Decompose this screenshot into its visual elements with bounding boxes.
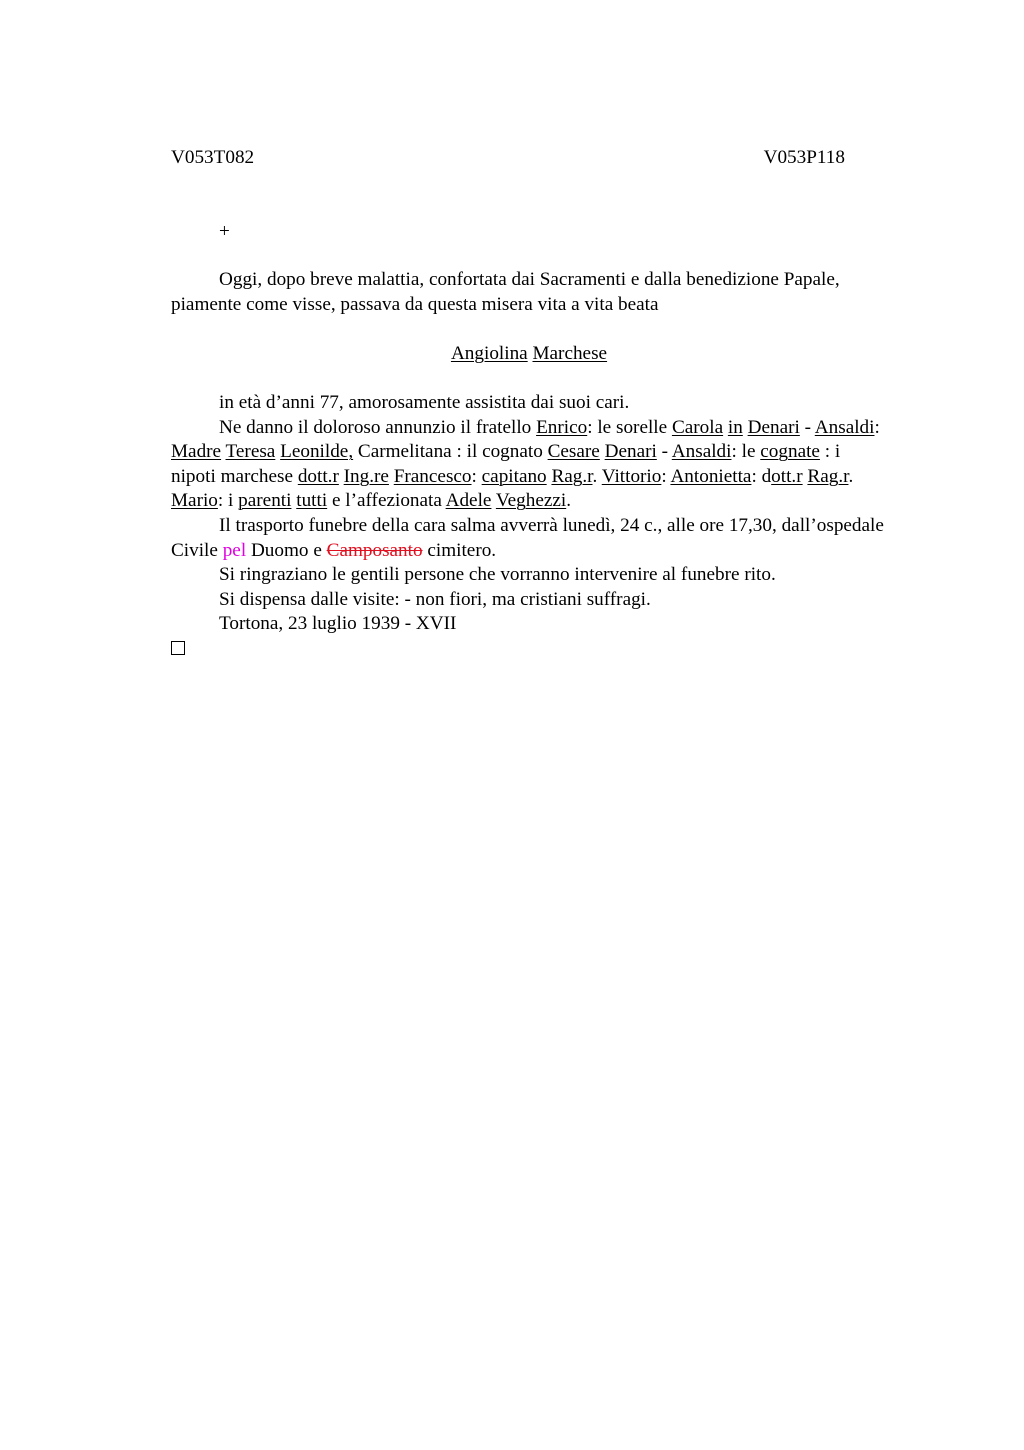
- obituary-text: [171, 268, 887, 663]
- inserted-word: pel: [222, 539, 247, 561]
- cross-symbol: +: [219, 221, 230, 242]
- word-cognate: cognate: [760, 441, 820, 463]
- name-denari: Denari: [747, 416, 800, 438]
- title-ragr: Rag.r: [551, 465, 593, 487]
- announcement-paragraph: [171, 416, 887, 514]
- text-run: : le: [731, 441, 761, 463]
- visits-paragraph: Si dispensa dalle visite: - non fiori, ma cristiani suffragi.: [219, 588, 651, 610]
- text-run: :: [661, 465, 671, 487]
- word-tutti: tutti: [296, 490, 328, 512]
- deleted-word: Camposanto: [326, 539, 423, 561]
- deceased-name: [171, 342, 887, 367]
- text-run: : i: [217, 490, 239, 512]
- square-icon: [171, 641, 185, 655]
- text-run: -: [656, 441, 672, 463]
- document-code-left: V053T082: [171, 147, 255, 168]
- title-dottr: dott.r: [297, 465, 339, 487]
- name-francesco: Francesco: [393, 465, 472, 487]
- word-in: in: [727, 416, 743, 438]
- text-run: cimitero.: [422, 539, 497, 561]
- place-date: Tortona, 23 luglio 1939 - XVII: [219, 613, 457, 635]
- text-run: .: [848, 465, 854, 487]
- text-run: : i nipoti marchese: [171, 441, 841, 487]
- end-marker: [171, 637, 887, 663]
- text-run: Duomo e: [246, 539, 327, 561]
- title-ingre: Ing.re: [343, 465, 389, 487]
- text-run: .: [566, 490, 571, 512]
- thanks-paragraph: Si ringraziano le gentili persone che vorranno intervenire al funebre rito.: [219, 564, 776, 586]
- name-mario: Mario: [171, 490, 218, 512]
- title-ragr: Rag.r: [807, 465, 849, 487]
- text-run: Il trasporto funebre della cara salma avverrà lunedì, 24 c., alle ore 17,30, dall’ospedale Civile: [171, 514, 884, 561]
- intro-paragraph: Oggi, dopo breve malattia, confortata dai Sacramenti e dalla benedizione Papale, piamente come visse, passava da questa misera vita a vita beata: [171, 269, 840, 315]
- name-teresa: Teresa: [225, 441, 276, 463]
- word-parenti: parenti: [238, 490, 292, 512]
- text-run: : d: [751, 465, 772, 487]
- text-run: : le sorelle: [587, 416, 672, 438]
- text-run: Carmelitana : il cognato: [353, 441, 548, 463]
- text-run: :: [874, 416, 880, 438]
- title-capitano: capitano: [481, 465, 547, 487]
- text-run: Ne danno il doloroso annunzio il fratello: [219, 416, 537, 438]
- funeral-paragraph: [171, 514, 887, 563]
- name-antonietta: Antonietta: [670, 465, 752, 487]
- title-dottr: ott.r: [771, 465, 803, 487]
- text-run: :: [471, 465, 482, 487]
- name-denari: Denari: [604, 441, 657, 463]
- name-veghezzi: Veghezzi: [495, 490, 567, 512]
- name-carola: Carola: [671, 416, 724, 438]
- name-adele: Adele: [445, 490, 492, 512]
- text-run: .: [592, 465, 602, 487]
- name-leonilde: Leonilde,: [280, 441, 354, 463]
- document-code-right: V053P118: [763, 147, 845, 168]
- text-run: e l’affezionata: [327, 490, 446, 512]
- word-madre: Madre: [171, 441, 222, 463]
- name-enrico: Enrico: [536, 416, 588, 438]
- name-cesare: Cesare: [547, 441, 600, 463]
- name-ansaldi: Ansaldi: [814, 416, 875, 438]
- name-ansaldi: Ansaldi: [671, 441, 732, 463]
- text-run: -: [799, 416, 815, 438]
- name-vittorio: Vittorio: [601, 465, 662, 487]
- last-name: Marchese: [532, 342, 608, 364]
- age-paragraph: in età d’anni 77, amorosamente assistita dai suoi cari.: [219, 391, 630, 413]
- first-name: Angiolina: [450, 342, 528, 364]
